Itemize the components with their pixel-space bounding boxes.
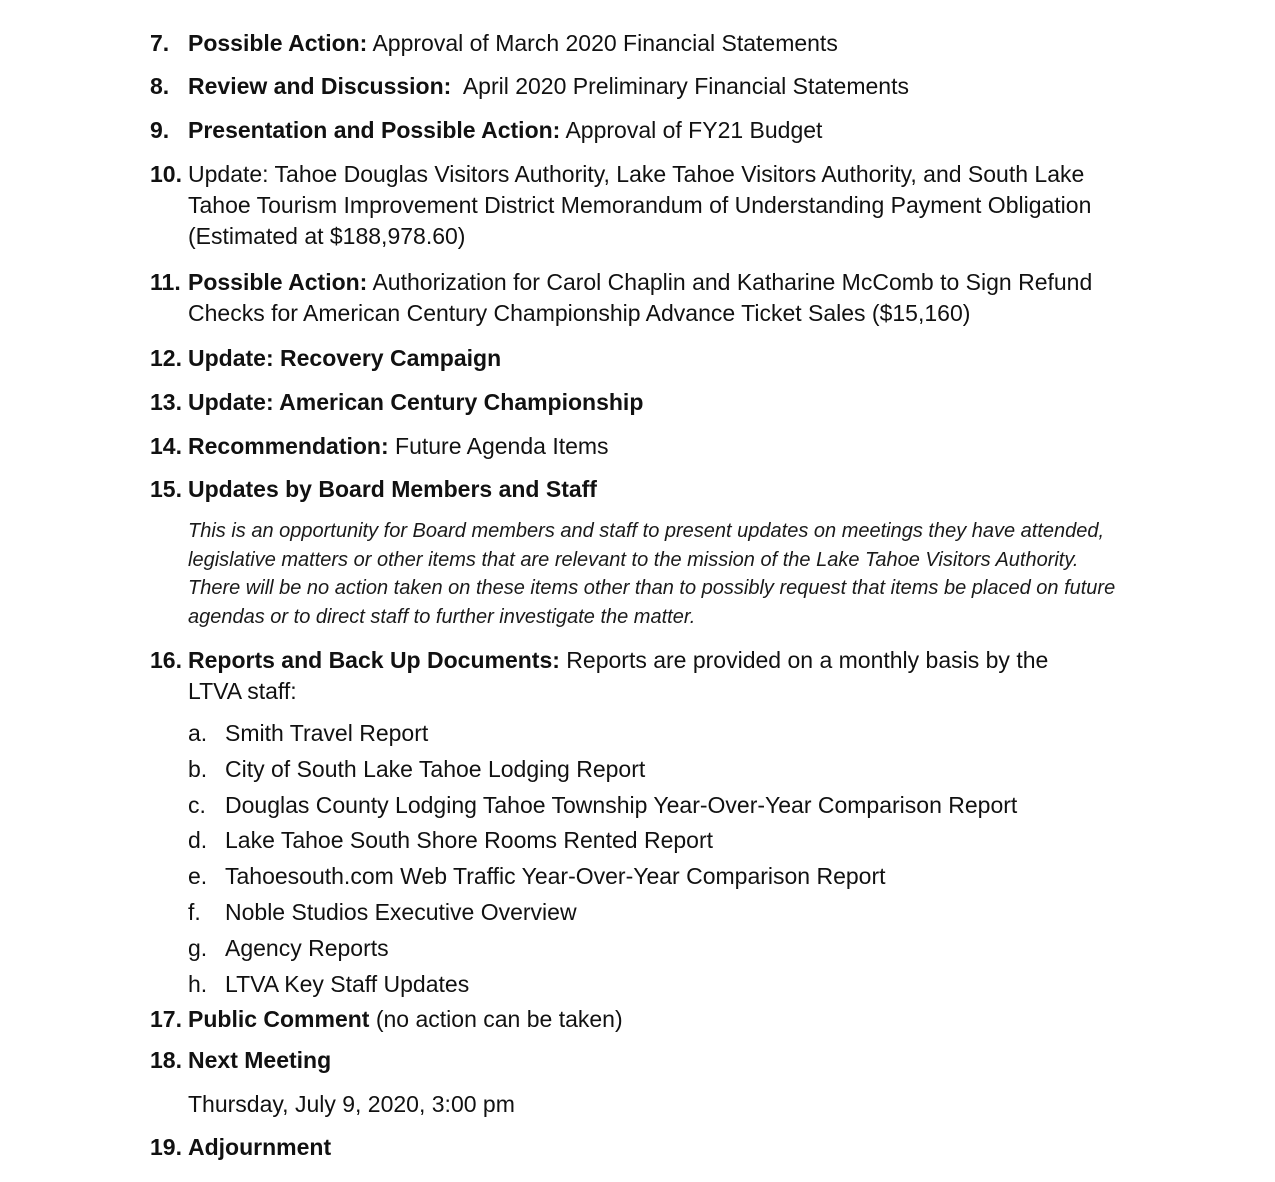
item-label: Updates by Board Members and Staff [188, 476, 597, 502]
item-number: 19. [150, 1134, 182, 1160]
agenda-item-18 [150, 1045, 1140, 1076]
item-label: Possible Action: [188, 30, 368, 56]
item-text: Authorization for Carol Chaplin and Katharine McComb to Sign Refund Checks for American Century Championship Advance Ticket Sales ($15,160) [188, 269, 1093, 326]
report-item-c [188, 790, 1138, 820]
item-label: Public Comment [188, 1006, 370, 1032]
item-label: Update: Recovery Campaign [188, 345, 502, 371]
agenda-item-14 [150, 431, 1140, 462]
item-text: April 2020 Preliminary Financial Statements [451, 73, 909, 99]
report-text: Douglas County Lodging Tahoe Township Year-Over-Year Comparison Report [225, 792, 1018, 818]
agenda-item-9 [150, 115, 1140, 146]
agenda-item-11 [150, 267, 1140, 329]
item-number: 16. [150, 647, 182, 673]
report-item-f [188, 897, 1138, 927]
report-text: Agency Reports [225, 935, 389, 961]
agenda-item-12 [150, 343, 1140, 374]
item-number: 17. [150, 1006, 182, 1032]
item-number: 18. [150, 1047, 182, 1073]
next-meeting-date: Thursday, July 9, 2020, 3:00 pm [188, 1091, 515, 1117]
item-label: Review and Discussion: [188, 73, 452, 99]
agenda-item-8 [150, 71, 1140, 102]
item-number: 8. [150, 73, 170, 99]
item-number: 10. [150, 161, 182, 187]
item-15-note: This is an opportunity for Board members and staff to present updates on meetings they have attended, legislative matters or other items that are relevant to the mission of the Lake Tahoe Visitors Authority. There will be no action taken on these items other than to possibly request that items be placed on future agendas or to direct staff to further investigate the matter. [188, 520, 1116, 628]
report-text: Lake Tahoe South Shore Rooms Rented Report [225, 827, 713, 853]
report-letter: e. [188, 863, 208, 889]
report-text: City of South Lake Tahoe Lodging Report [225, 756, 646, 782]
report-letter: d. [188, 827, 208, 853]
report-item-a [188, 718, 1138, 748]
agenda-item-16 [150, 645, 1140, 707]
item-text: Approval of March 2020 Financial Statements [367, 30, 838, 56]
report-letter: g. [188, 935, 208, 961]
item-text: Reports are provided on a monthly basis by the LTVA staff: [188, 647, 1049, 704]
item-number: 12. [150, 345, 182, 371]
report-item-h [188, 969, 1138, 999]
item-text: Update: Tahoe Douglas Visitors Authority, Lake Tahoe Visitors Authority, and South Lake Tahoe Tourism Improvement District Memorandum of Understanding Payment Obligation (Estimated at $188,978.60) [188, 161, 1092, 249]
report-letter: b. [188, 756, 208, 782]
report-text: Smith Travel Report [225, 720, 429, 746]
report-letter: c. [188, 792, 206, 818]
agenda-item-17 [150, 1004, 1140, 1035]
item-label: Adjournment [188, 1134, 332, 1160]
report-text: LTVA Key Staff Updates [225, 971, 470, 997]
report-letter: a. [188, 720, 208, 746]
item-label: Reports and Back Up Documents: [188, 647, 560, 673]
item-label: Presentation and Possible Action: [188, 117, 561, 143]
agenda-item-7 [150, 28, 1140, 59]
item-number: 7. [150, 30, 170, 56]
item-label: Recommendation: [188, 433, 389, 459]
report-text: Noble Studios Executive Overview [225, 899, 577, 925]
item-label: Possible Action: [188, 269, 368, 295]
agenda-item-19 [150, 1132, 1140, 1163]
item-number: 14. [150, 433, 182, 459]
report-item-g [188, 933, 1138, 963]
item-number: 11. [150, 269, 181, 295]
item-text: Approval of FY21 Budget [560, 117, 823, 143]
report-item-e [188, 861, 1138, 891]
agenda-item-13 [150, 387, 1140, 418]
item-text: (no action can be taken) [369, 1006, 623, 1032]
item-label: Update: American Century Championship [188, 389, 644, 415]
agenda-item-15 [150, 474, 1140, 505]
report-item-b [188, 754, 1138, 784]
report-letter: h. [188, 971, 208, 997]
report-text: Tahoesouth.com Web Traffic Year-Over-Year Comparison Report [225, 863, 886, 889]
item-number: 13. [150, 389, 182, 415]
agenda-item-10 [150, 159, 1140, 252]
report-letter: f. [188, 899, 201, 925]
item-label: Next Meeting [188, 1047, 332, 1073]
report-item-d [188, 825, 1138, 855]
item-number: 9. [150, 117, 170, 143]
item-number: 15. [150, 476, 182, 502]
item-text: Future Agenda Items [388, 433, 609, 459]
